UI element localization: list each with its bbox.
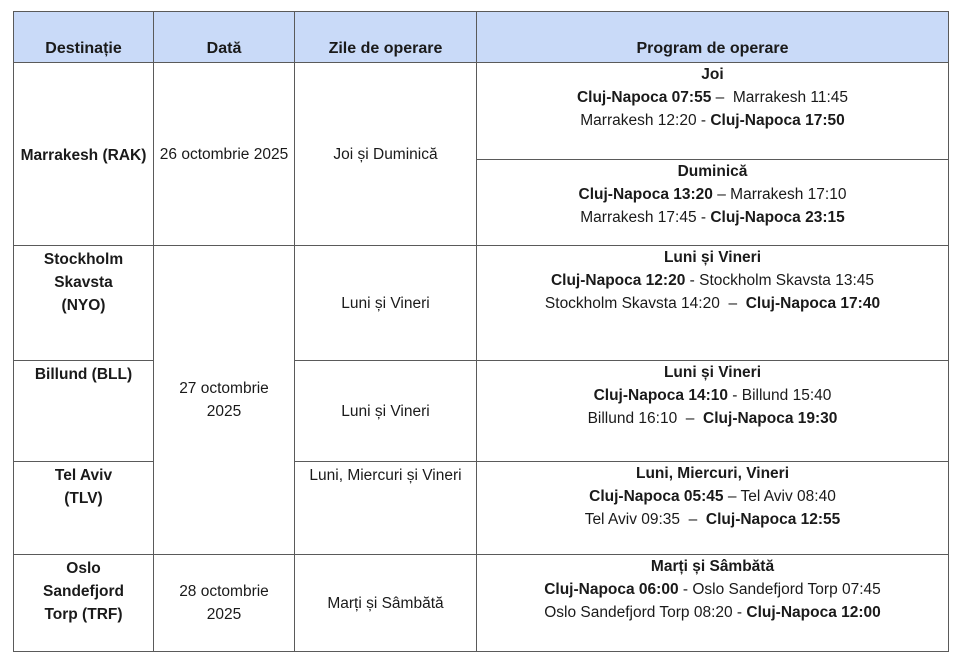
outbound-arrival: Marrakesh 11:45 <box>732 89 849 106</box>
table-row <box>14 555 949 652</box>
program-cell <box>477 246 949 361</box>
separator: - <box>696 209 711 226</box>
program-days: Luni și Vineri <box>663 364 762 381</box>
days-text: Luni și Vineri <box>341 402 430 420</box>
separator: - <box>696 112 711 129</box>
inbound-departure: Billund 16:10 <box>587 410 678 427</box>
separator: - <box>732 604 747 621</box>
outbound-departure: Cluj-Napoca 13:20 <box>578 186 713 203</box>
days-text: Joi și Duminică <box>333 145 438 163</box>
separator: – <box>680 511 706 528</box>
date-cell <box>154 246 295 555</box>
outbound-arrival: Tel Aviv 08:40 <box>740 488 836 505</box>
outbound-line <box>481 269 944 292</box>
days-cell <box>295 462 477 555</box>
outbound-arrival: Marrakesh 17:10 <box>730 186 847 203</box>
separator: – <box>723 488 741 505</box>
separator: – <box>719 295 746 312</box>
days-text: Marți și Sâmbătă <box>327 594 444 612</box>
days-text: Luni, Miercuri și Vineri <box>309 467 462 484</box>
destination-text: Marrakesh (RAK) <box>20 146 147 164</box>
header-row <box>14 12 949 63</box>
inbound-line <box>481 292 944 315</box>
date-cell <box>154 555 295 652</box>
program-cell <box>477 462 949 555</box>
outbound-departure: Cluj-Napoca 14:10 <box>593 387 728 404</box>
program-days: Luni și Vineri <box>663 249 762 266</box>
outbound-departure: Cluj-Napoca 06:00 <box>544 581 679 598</box>
inbound-line <box>481 206 944 229</box>
outbound-arrival: Oslo Sandefjord Torp 07:45 <box>692 581 881 598</box>
destination-cell <box>14 361 154 462</box>
destination-text: Tel Aviv (TLV) <box>54 467 113 507</box>
inbound-arrival: Cluj-Napoca 12:00 <box>746 604 881 621</box>
outbound-line <box>481 384 944 407</box>
inbound-departure: Stockholm Skavsta 14:20 <box>544 295 720 312</box>
separator: - <box>685 272 700 289</box>
date-text: 26 octombrie 2025 <box>159 145 289 163</box>
header-date: Dată <box>154 12 295 63</box>
inbound-arrival: Cluj-Napoca 23:15 <box>710 209 845 226</box>
header-destination: Destinație <box>14 12 154 63</box>
program-days: Luni, Miercuri, Vineri <box>635 465 790 482</box>
table-row <box>14 63 949 160</box>
program-cell <box>477 160 949 246</box>
date-text: 27 octombrie 2025 <box>179 380 269 420</box>
destination-cell <box>14 462 154 555</box>
days-text: Luni și Vineri <box>341 294 430 312</box>
program-days: Joi <box>701 66 724 83</box>
outbound-arrival: Stockholm Skavsta 13:45 <box>699 272 875 289</box>
program-cell <box>477 361 949 462</box>
date-text: 28 octombrie 2025 <box>179 583 269 623</box>
destination-cell <box>14 63 154 246</box>
destination-cell <box>14 555 154 652</box>
flight-schedule-table <box>13 11 949 652</box>
destination-text: Oslo Sandefjord Torp (TRF) <box>43 560 124 623</box>
days-cell <box>295 361 477 462</box>
program-days: Duminică <box>677 163 748 180</box>
outbound-departure: Cluj-Napoca 05:45 <box>589 488 724 505</box>
header-program: Program de operare <box>477 12 949 63</box>
inbound-departure: Marrakesh 17:45 <box>580 209 697 226</box>
destination-cell <box>14 246 154 361</box>
separator: - <box>678 581 693 598</box>
days-cell <box>295 555 477 652</box>
destination-text: Stockholm Skavsta (NYO) <box>43 251 124 314</box>
outbound-line <box>481 578 944 601</box>
outbound-line <box>481 86 944 109</box>
separator: – <box>677 410 704 427</box>
inbound-arrival: Cluj-Napoca 17:40 <box>745 295 881 312</box>
table-row <box>14 246 949 361</box>
inbound-arrival: Cluj-Napoca 19:30 <box>703 410 838 427</box>
inbound-arrival: Cluj-Napoca 12:55 <box>705 511 841 528</box>
days-cell <box>295 246 477 361</box>
inbound-line <box>481 407 944 430</box>
header-days: Zile de operare <box>295 12 477 63</box>
inbound-departure: Tel Aviv 09:35 <box>584 511 681 528</box>
outbound-line <box>481 485 944 508</box>
days-cell <box>295 63 477 246</box>
separator: – <box>712 186 731 203</box>
inbound-line <box>481 508 944 531</box>
destination-text: Billund (BLL) <box>34 366 133 383</box>
program-cell <box>477 63 949 160</box>
outbound-departure: Cluj-Napoca 07:55 <box>576 89 712 106</box>
program-days: Marți și Sâmbătă <box>650 558 775 575</box>
inbound-arrival: Cluj-Napoca 17:50 <box>710 112 845 129</box>
outbound-arrival: Billund 15:40 <box>741 387 832 404</box>
separator: – <box>711 89 733 106</box>
inbound-line <box>481 109 944 132</box>
outbound-departure: Cluj-Napoca 12:20 <box>550 272 686 289</box>
outbound-line <box>481 183 944 206</box>
inbound-departure: Marrakesh 12:20 <box>580 112 697 129</box>
date-cell <box>154 63 295 246</box>
separator: - <box>727 387 742 404</box>
inbound-departure: Oslo Sandefjord Torp 08:20 <box>544 604 733 621</box>
inbound-line <box>481 601 944 624</box>
program-cell <box>477 555 949 652</box>
